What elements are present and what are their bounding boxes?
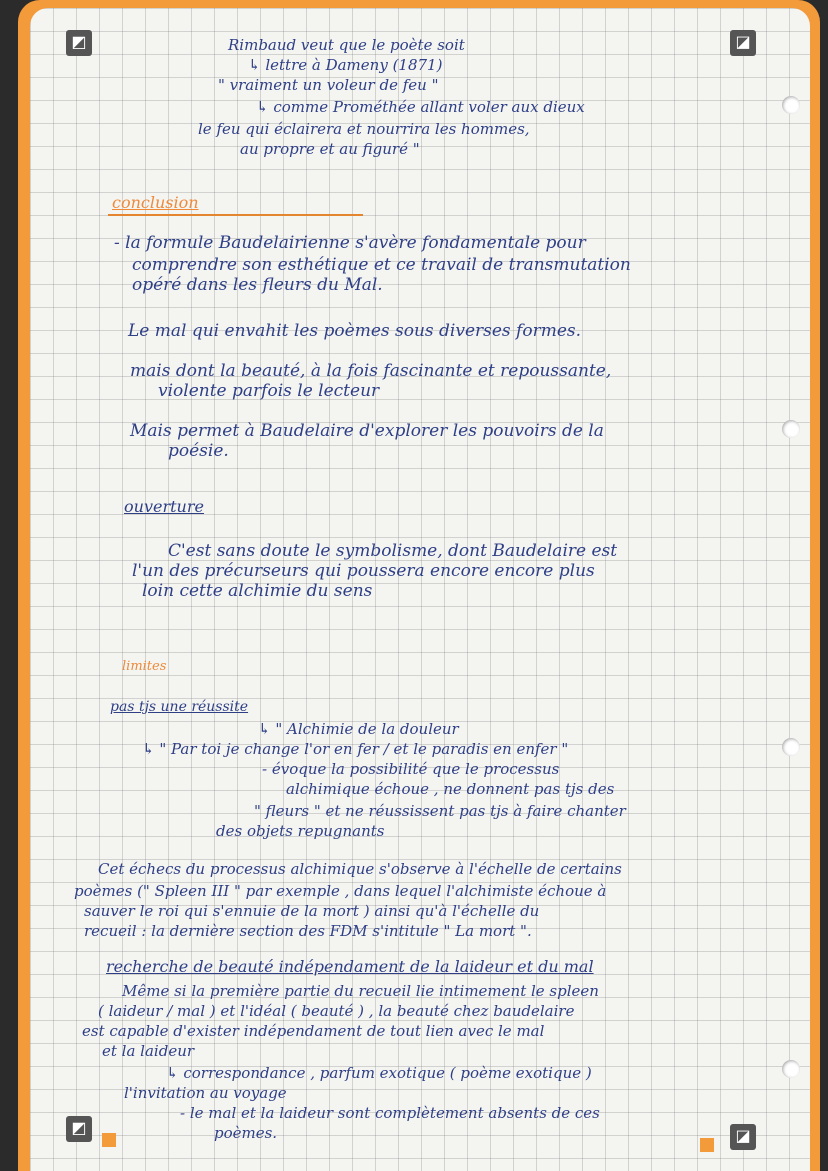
limites-subtitle: pas tjs une réussite bbox=[110, 699, 249, 715]
recherche-line: est capable d'exister indépendament de tout lien avec le mal bbox=[82, 1022, 545, 1040]
recherche-line: l'invitation au voyage bbox=[124, 1084, 287, 1102]
intro-line: ↳ lettre à Dameny (1871) bbox=[248, 56, 443, 74]
section-title-conclusion: conclusion bbox=[112, 193, 199, 212]
conclusion-line: violente parfois le lecteur bbox=[158, 381, 380, 401]
binder-hole-icon bbox=[782, 96, 800, 114]
orange-marker-icon-right bbox=[700, 1138, 714, 1152]
limites-line: des objets repugnants bbox=[216, 822, 385, 840]
recherche-line: Même si la première partie du recueil lie intimement le spleen bbox=[122, 982, 599, 1000]
section-title-recherche: recherche de beauté indépendament de la laideur et du mal bbox=[106, 957, 594, 976]
intro-line: le feu qui éclairera et nourrira les hommes, bbox=[198, 120, 530, 138]
intro-line: " vraiment un voleur de feu " bbox=[218, 76, 439, 94]
ouverture-line: C'est sans doute le symbolisme, dont Baudelaire est bbox=[168, 541, 618, 561]
section-title-ouverture: ouverture bbox=[124, 497, 204, 516]
conclusion-line: poésie. bbox=[168, 441, 229, 461]
intro-line: Rimbaud veut que le poète soit bbox=[228, 36, 465, 54]
conclusion-line: opéré dans les fleurs du Mal. bbox=[132, 275, 383, 295]
limites-line: " fleurs " et ne réussissent pas tjs à faire chanter bbox=[254, 802, 626, 820]
app-logo-icon: ◩ bbox=[66, 30, 92, 56]
limites-paragraph: recueil : la dernière section des FDM s'intitule " La mort ". bbox=[84, 922, 532, 940]
app-logo-icon-right: ◪ bbox=[730, 30, 756, 56]
notebook-page bbox=[30, 8, 810, 1171]
app-logo-icon-bottom-right: ◪ bbox=[730, 1124, 756, 1150]
limites-paragraph: Cet échecs du processus alchimique s'observe à l'échelle de certains bbox=[98, 860, 622, 878]
ouverture-line: loin cette alchimie du sens bbox=[142, 581, 373, 601]
intro-line: au propre et au figuré " bbox=[240, 140, 420, 158]
limites-line: ↳ " Alchimie de la douleur bbox=[258, 720, 459, 738]
recherche-line: - le mal et la laideur sont complètement absents de ces bbox=[180, 1104, 600, 1122]
conclusion-underline bbox=[108, 214, 363, 216]
limites-line: alchimique échoue , ne donnent pas tjs des bbox=[286, 780, 615, 798]
binder-hole-icon bbox=[782, 738, 800, 756]
recherche-line: ↳ correspondance , parfum exotique ( poème exotique ) bbox=[166, 1064, 592, 1082]
limites-paragraph: sauver le roi qui s'ennuie de la mort ) ainsi qu'à l'échelle du bbox=[84, 902, 540, 920]
orange-marker-icon bbox=[102, 1133, 116, 1147]
limites-paragraph: poèmes (" Spleen III " par exemple , dans lequel l'alchimiste échoue à bbox=[74, 882, 607, 900]
conclusion-line: Le mal qui envahit les poèmes sous diverses formes. bbox=[128, 321, 582, 341]
limites-line: - évoque la possibilité que le processus bbox=[262, 760, 560, 778]
conclusion-line: Mais permet à Baudelaire d'explorer les pouvoirs de la bbox=[130, 421, 604, 441]
app-logo-icon-bottom: ◩ bbox=[66, 1116, 92, 1142]
conclusion-line: - la formule Baudelairienne s'avère fondamentale pour bbox=[114, 233, 586, 253]
ouverture-line: l'un des précurseurs qui poussera encore encore plus bbox=[132, 561, 595, 581]
recherche-line: et la laideur bbox=[102, 1042, 195, 1060]
binder-hole-icon bbox=[782, 1060, 800, 1078]
intro-line: ↳ comme Prométhée allant voler aux dieux bbox=[256, 98, 585, 116]
recherche-line: poèmes. bbox=[214, 1124, 278, 1142]
limites-line: ↳ " Par toi je change l'or en fer / et le paradis en enfer " bbox=[142, 740, 569, 758]
section-title-limites: limites bbox=[122, 659, 167, 674]
conclusion-line: mais dont la beauté, à la fois fascinante et repoussante, bbox=[130, 361, 612, 381]
binder-hole-icon bbox=[782, 420, 800, 438]
conclusion-line: comprendre son esthétique et ce travail de transmutation bbox=[132, 255, 631, 275]
recherche-line: ( laideur / mal ) et l'idéal ( beauté ) , la beauté chez baudelaire bbox=[98, 1002, 575, 1020]
